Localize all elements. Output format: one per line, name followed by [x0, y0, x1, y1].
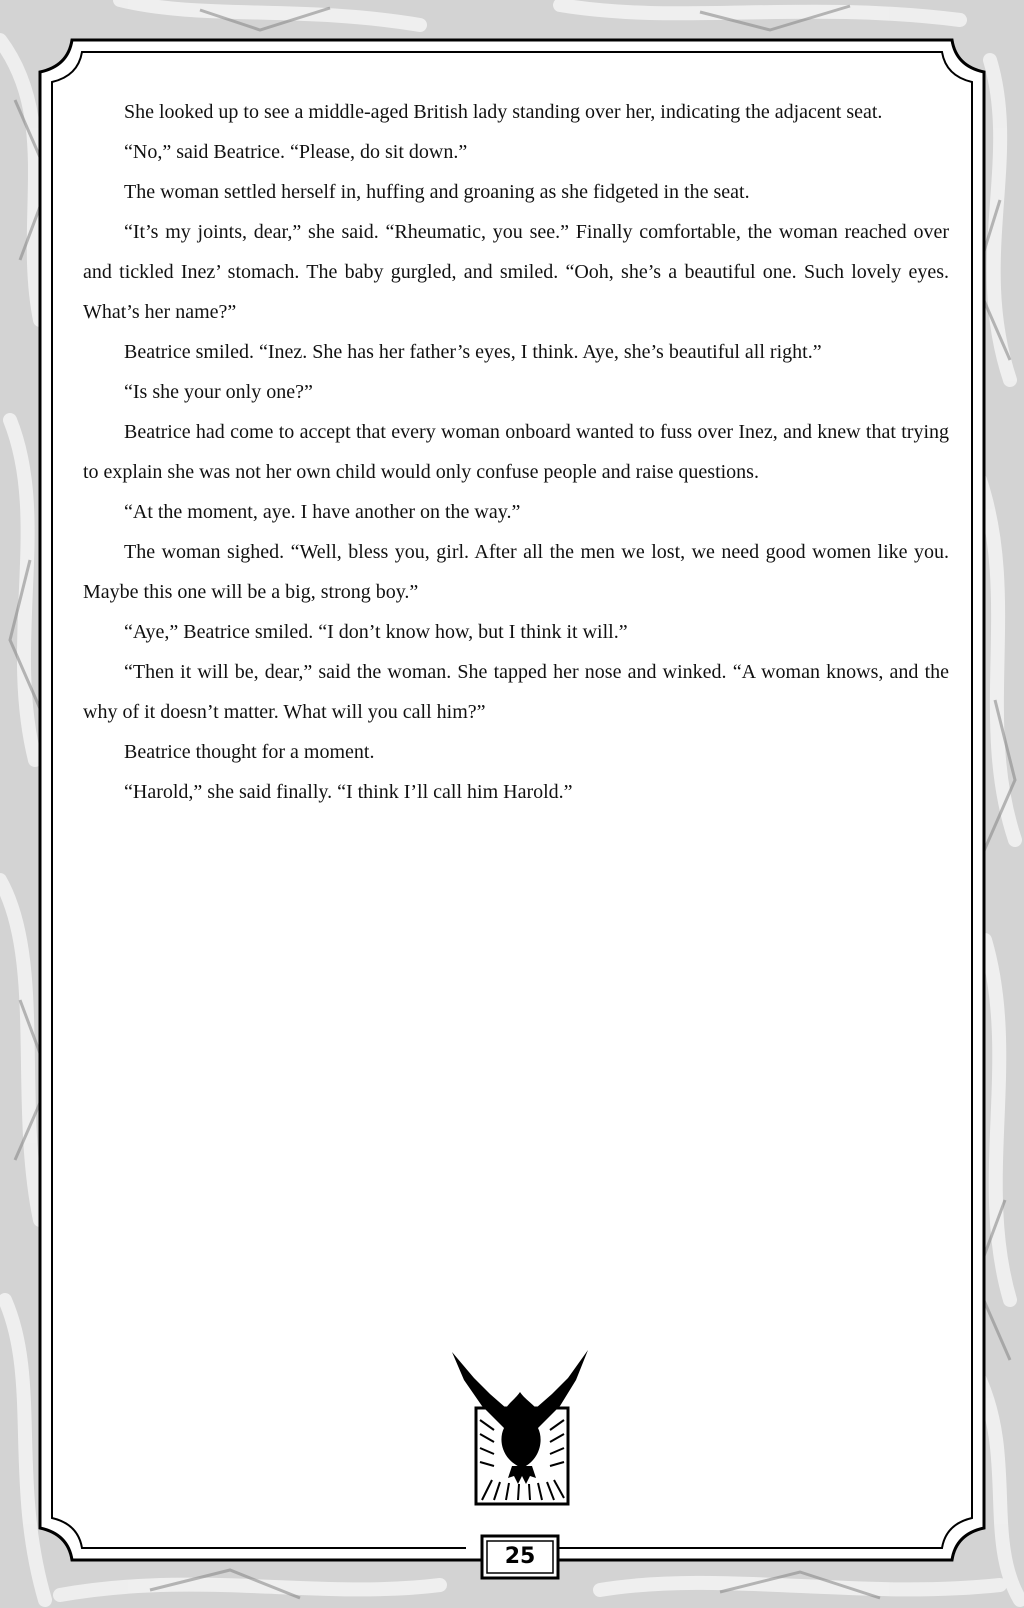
paragraph: The woman sighed. “Well, bless you, girl. After all the men we lost, we need good women like you. Maybe this one will be a big, strong boy.” [83, 541, 949, 603]
paragraph: Beatrice thought for a moment. [124, 741, 375, 763]
paragraph: “Is she your only one?” [124, 381, 313, 403]
paragraph: The woman settled herself in, huffing and groaning as she fidgeted in the seat. [124, 181, 750, 203]
paragraph: “No,” said Beatrice. “Please, do sit down.” [124, 141, 468, 163]
paragraph: “Then it will be, dear,” said the woman. She tapped her nose and winked. “A woman knows, and the why of it doesn’t matter. What will you call him?” [83, 661, 949, 723]
raven-emblem-icon [452, 1350, 592, 1510]
paragraph: “At the moment, aye. I have another on the way.” [124, 501, 521, 523]
page-number: 25 [504, 1544, 536, 1569]
paragraph: “It’s my joints, dear,” she said. “Rheumatic, you see.” Finally comfortable, the woman reached over and tickled Inez’ stomach. The baby gurgled, and smiled. “Ooh, she’s a beautiful one. Such lovely eyes. What’s her name?” [83, 221, 949, 323]
paragraph: Beatrice smiled. “Inez. She has her father’s eyes, I think. Aye, she’s beautiful all right.” [124, 341, 822, 363]
paragraph: Beatrice had come to accept that every woman onboard wanted to fuss over Inez, and knew that trying to explain she was not her own child would only confuse people and raise questions. [83, 421, 949, 483]
paragraph: She looked up to see a middle-aged British lady standing over her, indicating the adjacent seat. [124, 101, 883, 123]
paragraph: “Harold,” she said finally. “I think I’ll call him Harold.” [124, 781, 573, 803]
story-text [83, 92, 949, 812]
paragraph: “Aye,” Beatrice smiled. “I don’t know how, but I think it will.” [124, 621, 628, 643]
